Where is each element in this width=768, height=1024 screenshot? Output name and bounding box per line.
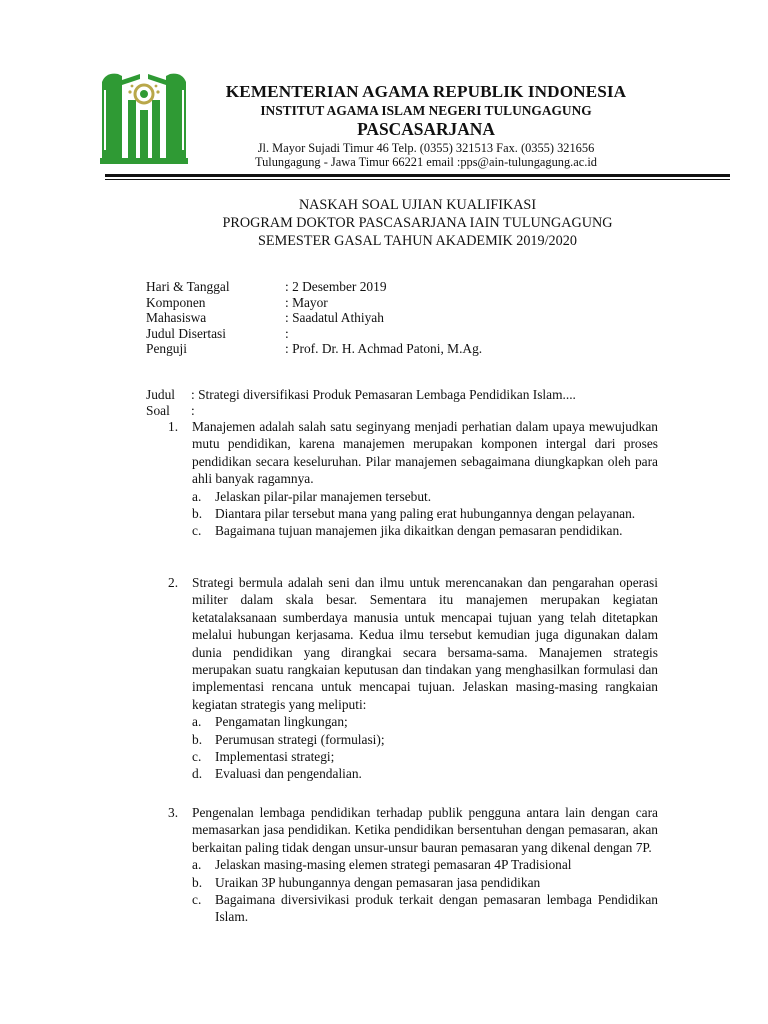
question-3 [168,804,658,926]
info-value: : 2 Desember 2019 [285,279,387,294]
sub-question [192,748,658,765]
sub-text: Implementasi strategi; [215,749,335,765]
info-label: Mahasiswa [146,310,207,326]
info-row-student [146,310,482,326]
info-label: Komponen [146,294,206,310]
info-row-dissertation [146,326,482,342]
sub-letter: a. [192,488,202,504]
sub-question [192,765,658,782]
sub-question [192,488,658,505]
sub-letter: a. [192,714,202,730]
title-line-2: PROGRAM DOKTOR PASCASARJANA IAIN TULUNGAGUNG [222,215,613,231]
sub-text: Diantara pilar tersebut mana yang paling erat hubungannya dengan pelayanan. [215,506,636,522]
sub-question [192,891,658,926]
ministry-name: KEMENTERIAN AGAMA REPUBLIK INDONESIA [225,82,627,101]
info-row-component [146,295,482,311]
sub-letter: c. [192,892,202,908]
question-title-block [146,387,576,418]
exam-info [146,279,482,357]
sub-text: Pengamatan lingkungan; [215,714,348,730]
info-label: Judul Disertasi [146,325,226,341]
question-title-row [146,403,576,419]
sub-letter: b. [192,506,203,522]
info-value: : Prof. Dr. H. Achmad Patoni, M.Ag. [285,341,483,357]
title-line-3: SEMESTER GASAL TAHUN AKADEMIK 2019/2020 [258,233,577,249]
address-line-2: Tulungagung - Jawa Timur 66221 email :pps@ain-tulungagung.ac.id [254,155,598,170]
sub-letter: b. [192,731,203,747]
info-row-examiner [146,341,482,357]
address-line-1: Jl. Mayor Sujadi Timur 46 Telp. (0355) 321513 Fax. (0355) 321656 [257,141,595,156]
title-line-1: NASKAH SOAL UJIAN KUALIFIKASI [298,197,537,213]
question-2 [168,574,658,783]
sub-text: Evaluasi dan pengendalian. [215,766,362,782]
question-number: 3. [168,805,179,820]
sub-letter: b. [192,874,203,890]
soal-value: : [191,402,195,418]
letterhead [196,82,656,170]
iain-tulungagung-logo-icon [100,70,188,164]
judul-value: : Strategi diversifikasi Produk Pemasaran Lembaga Pendidikan Islam.... [191,387,576,402]
sub-text: Jelaskan pilar-pilar manajemen tersebut. [215,488,432,504]
sub-letter: c. [192,749,202,765]
info-value: : [285,325,289,341]
info-label: Hari & Tanggal [146,279,230,294]
sub-text: Bagaimana diversivikasi produk terkait dengan pemasaran lembaga Pendidikan Islam. [215,892,658,925]
question-text: Pengenalan lembaga pendidikan terhadap publik pengguna antara lain dengan cara memasarkan jasa pendidikan. Ketika pendidikan bersentuhan dengan pemasaran, akan berkaitan paling tidak dengan unsur-unsur bauran pemasaran yang dikenal dengan 7P. [192,805,658,855]
question-number: 1. [168,419,179,434]
sub-text: Jelaskan masing-masing elemen strategi pemasaran 4P Tradisional [215,857,572,873]
info-value: : Mayor [285,294,328,310]
faculty-name: PASCASARJANA [357,119,495,140]
letterhead-divider-thin [105,179,730,180]
soal-label: Soal [146,402,170,418]
sub-question [192,731,658,748]
sub-text: Uraikan 3P hubungannya dengan pemasaran jasa pendidikan [215,874,541,890]
question-text: Strategi bermula adalah seni dan ilmu untuk merencanakan dan pengarahan operasi militer dalam skala besar. Sementara itu manajemen merupakan kegiatan ketatalaksanaan sumberdaya manusia untuk mencapai tujuan yang telah ditetapkan melalui hubungan kerjasama. Kedua ilmu tersebut kemudian juga digunakan dalam dunia pendidikan yang dirangkai secara bersama-sama. Manajemen strategis merupakan suatu rangkaian keputusan dan tindakan yang menghasilkan formulasi dan implementasi rencana untuk mencapai tujuan. Jelaskan masing-masing rangkaian kegiatan strategis yang meliputi: [192,575,658,712]
sub-text: Bagaimana tujuan manajemen jika dikaitkan dengan pemasaran pendidikan. [215,523,623,539]
info-label: Penguji [146,341,187,357]
sub-letter: c. [192,523,202,539]
sub-question [192,856,658,873]
sub-question [192,522,658,539]
sub-letter: a. [192,857,202,873]
sub-letter: d. [192,766,203,782]
sub-text: Perumusan strategi (formulasi); [215,731,385,747]
sub-question [192,505,658,522]
sub-question [192,874,658,891]
question-title-row [146,387,576,403]
document-title [105,196,730,250]
info-row-date [146,279,482,295]
letterhead-divider-thick [105,174,730,177]
info-value: : Saadatul Athiyah [285,310,384,326]
institute-name: INSTITUT AGAMA ISLAM NEGERI TULUNGAGUNG [260,102,592,118]
question-1 [168,418,658,540]
judul-label: Judul [146,387,176,402]
question-text: Manajemen adalah salah satu seginyang menjadi perhatian dalam upaya mewujudkan mutu pendidikan, karena manajemen merupakan komponen intergal dari proses pendidikan secara keseluruhan. Pilar manajemen sebagaimana diungkapkan oleh para ahli banyak ragamnya. [192,419,658,487]
question-number: 2. [168,575,179,590]
sub-question [192,713,658,730]
